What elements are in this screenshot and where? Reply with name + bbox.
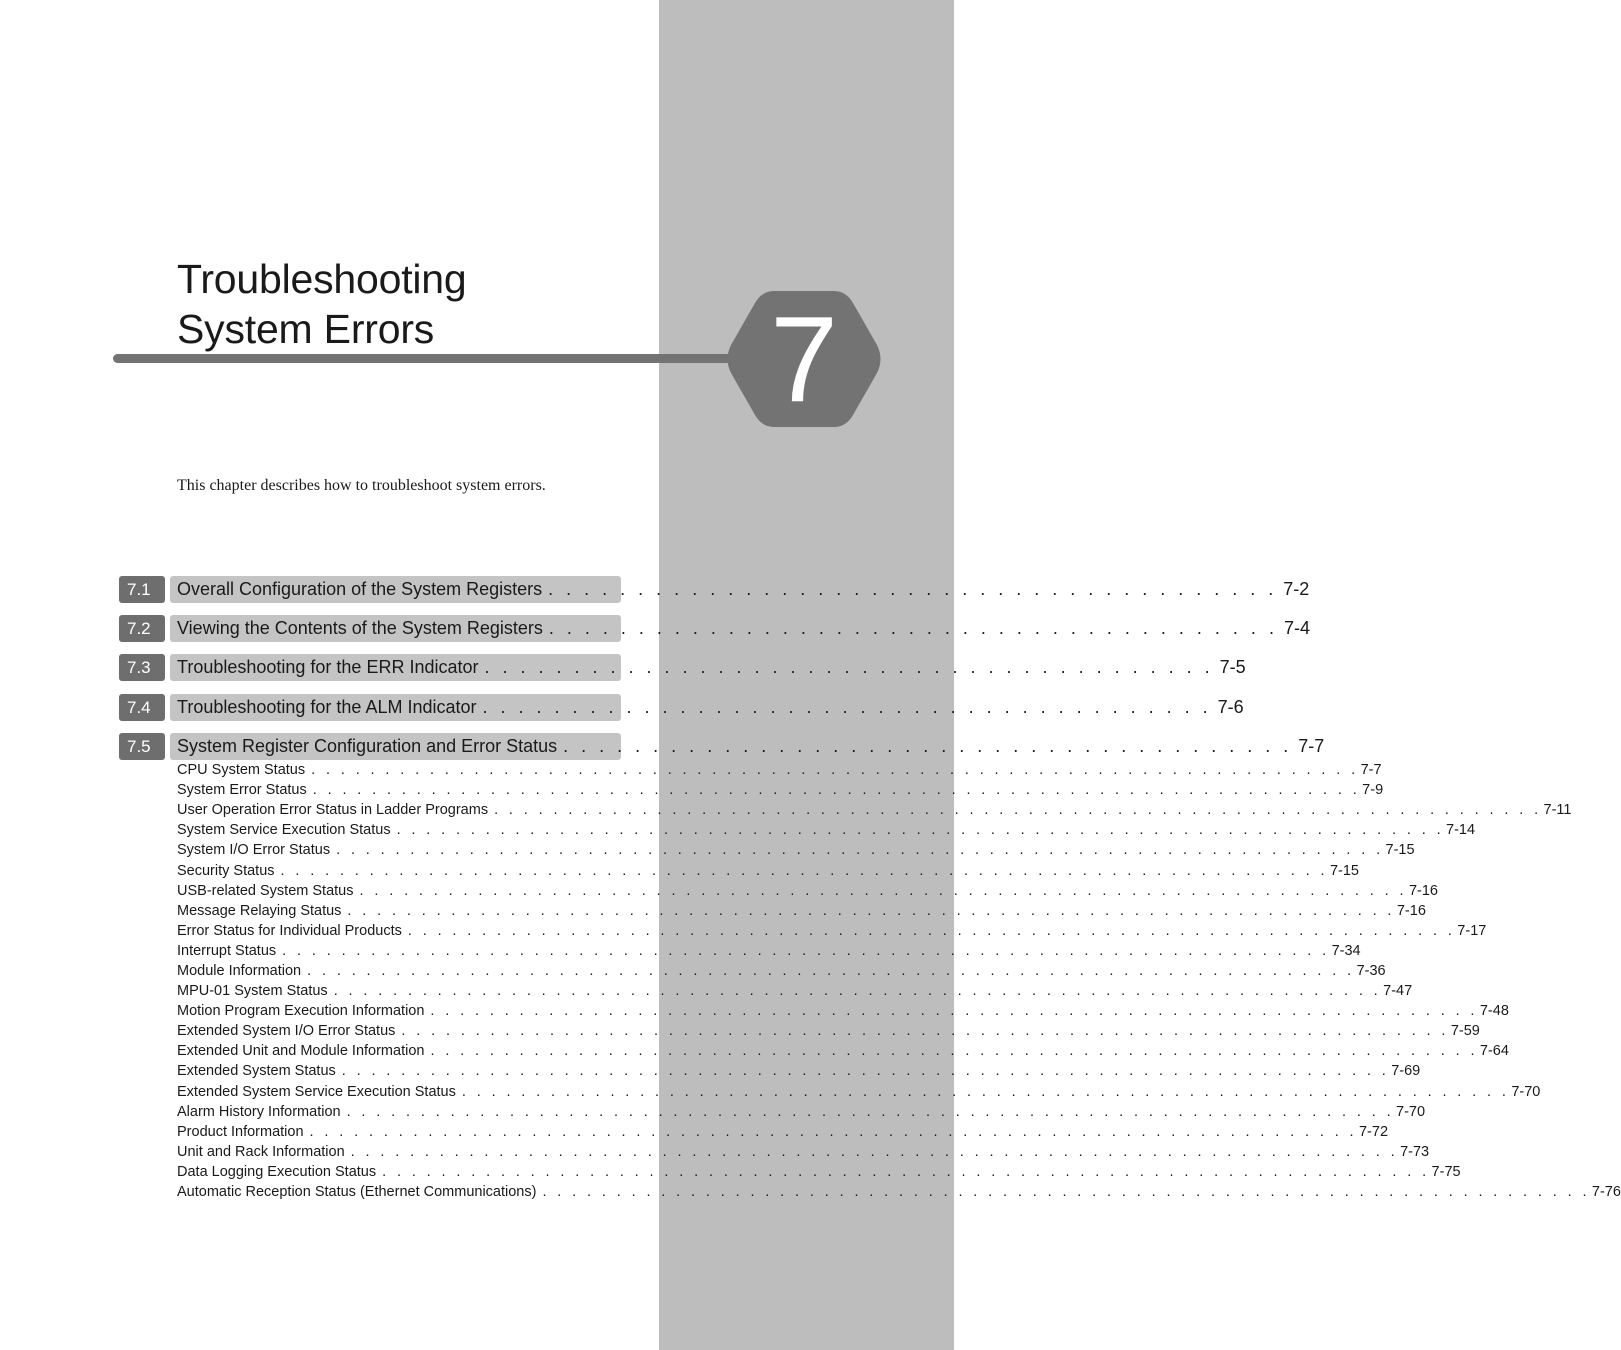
leader-dots: . . . . . . . . . . . . . . . . . . . . . . . . . . . . . . . . . . . . . . . . . <box>482 697 1212 717</box>
leader-dots: . . . . . . . . . . . . . . . . . . . . . . . . . . . . . . . . . . . . . . . . . . . . . . . . . . . . . . . . . . . . . . . . . . . . . . . <box>494 802 1542 819</box>
subsection-page: 7-15 <box>1329 862 1359 879</box>
leader-dots: . . . . . . . . . . . . . . . . . . . . . . . . . . . . . . . . . . . . . . . . . <box>563 736 1293 756</box>
leader-dots: . . . . . . . . . . . . . . . . . . . . . . . . . . . . . . . . . . . . . . . . . . . . . . . . . . . . . . . . . . . . . . . . . . . . . . . <box>347 902 1395 919</box>
subsection-page: 7-64 <box>1479 1043 1509 1060</box>
subsection-page: 7-16 <box>1408 882 1438 899</box>
subsection-page: 7-14 <box>1446 822 1476 839</box>
leader-dots: . . . . . . . . . . . . . . . . . . . . . . . . . . . . . . . . . . . . . . . . . . . . . . . . . . . . . . . . . . . . . . . . . . . . . . . <box>382 1163 1430 1180</box>
subsection-page: 7-11 <box>1543 802 1572 819</box>
leader-dots: . . . . . . . . . . . . . . . . . . . . . . . . . . . . . . . . . . . . . . . . . . . . . . . . . . . . . . . . . . . . . . . . . . . . . . . <box>280 862 1328 879</box>
subsection-title: Alarm History Information <box>177 1103 341 1120</box>
toc-subsection-row[interactable] <box>177 1182 1621 1202</box>
leader-dots: . . . . . . . . . . . . . . . . . . . . . . . . . . . . . . . . . . . . . . . . . . . . . . . . . . . . . . . . . . . . . . . . . . . . . . . <box>311 762 1359 779</box>
section-number: 7.3 <box>119 654 165 681</box>
subsection-title: Interrupt Status <box>177 942 277 959</box>
leader-dots: . . . . . . . . . . . . . . . . . . . . . . . . . . . . . . . . . . . . . . . . . <box>548 618 1278 638</box>
toc-section-row[interactable] <box>119 654 1246 681</box>
toc-subsection-row[interactable] <box>177 1001 1509 1021</box>
toc-subsection-row[interactable] <box>177 941 1361 961</box>
toc-subsection-row[interactable] <box>177 921 1487 941</box>
subsection-title: USB-related System Status <box>177 882 354 899</box>
subsection-title: Automatic Reception Status (Ethernet Communications) <box>177 1184 537 1201</box>
section-page: 7-7 <box>1298 736 1325 756</box>
subsection-title: Extended Unit and Module Information <box>177 1043 425 1060</box>
toc-subsection-row[interactable] <box>177 1061 1421 1081</box>
subsection-title: MPU-01 System Status <box>177 983 328 1000</box>
subsection-title: CPU System Status <box>177 762 306 779</box>
toc-subsection-row[interactable] <box>177 981 1413 1001</box>
section-title: Viewing the Contents of the System Registers <box>177 618 543 638</box>
subsection-title: User Operation Error Status in Ladder Programs <box>177 802 489 819</box>
section-page: 7-6 <box>1217 697 1244 717</box>
subsection-title: Extended System Status <box>177 1063 336 1080</box>
subsection-title: System Error Status <box>177 782 307 799</box>
section-title: System Register Configuration and Error Status <box>177 736 558 756</box>
subsection-page: 7-59 <box>1450 1023 1480 1040</box>
section-title-bar <box>170 615 1310 642</box>
section-page: 7-2 <box>1283 579 1310 599</box>
toc-subsection-row[interactable] <box>177 1122 1389 1142</box>
leader-dots: . . . . . . . . . . . . . . . . . . . . . . . . . . . . . . . . . . . . . . . . . . . . . . . . . . . . . . . . . . . . . . . . . . . . . . . <box>309 1123 1357 1140</box>
toc-subsection-row[interactable] <box>177 961 1386 981</box>
leader-dots: . . . . . . . . . . . . . . . . . . . . . . . . . . . . . . . . . . . . . . . . . . . . . . . . . . . . . . . . . . . . . . . . . . . . . . . <box>430 1043 1478 1060</box>
subsection-page: 7-76 <box>1591 1184 1621 1201</box>
subsection-page: 7-17 <box>1457 922 1487 939</box>
leader-dots: . . . . . . . . . . . . . . . . . . . . . . . . . . . . . . . . . . . . . . . . . . . . . . . . . . . . . . . . . . . . . . . . . . . . . . . <box>542 1184 1590 1201</box>
leader-dots: . . . . . . . . . . . . . . . . . . . . . . . . . . . . . . . . . . . . . . . . . . . . . . . . . . . . . . . . . . . . . . . . . . . . . . . <box>401 1023 1449 1040</box>
subsection-title: System I/O Error Status <box>177 842 331 859</box>
subsection-page: 7-34 <box>1331 942 1361 959</box>
leader-dots: . . . . . . . . . . . . . . . . . . . . . . . . . . . . . . . . . . . . . . . . . . . . . . . . . . . . . . . . . . . . . . . . . . . . . . . <box>333 983 1382 1000</box>
subsection-page: 7-7 <box>1360 762 1382 779</box>
toc-subsection-row[interactable] <box>177 1021 1480 1041</box>
section-title: Troubleshooting for the ERR Indicator <box>177 657 479 677</box>
section-number: 7.1 <box>119 576 165 603</box>
toc-subsection-row[interactable] <box>177 840 1415 860</box>
subsection-page: 7-16 <box>1396 902 1426 919</box>
toc-subsection-row[interactable] <box>177 860 1359 880</box>
subsection-page: 7-69 <box>1391 1063 1421 1080</box>
chapter-intro: This chapter describes how to troubleshoot system errors. <box>177 477 546 494</box>
toc-subsection-row[interactable] <box>177 780 1384 800</box>
toc-subsection-row[interactable] <box>177 820 1476 840</box>
subsection-page: 7-72 <box>1358 1123 1389 1140</box>
section-title-bar <box>170 654 1246 681</box>
toc-section-row[interactable] <box>119 615 1310 642</box>
toc-subsection-row[interactable] <box>177 760 1382 780</box>
toc-subsection-row[interactable] <box>177 881 1438 901</box>
section-number: 7.5 <box>119 733 165 760</box>
subsection-title: Product Information <box>177 1123 304 1140</box>
chapter-number-badge <box>726 289 882 429</box>
section-number: 7.2 <box>119 615 165 642</box>
section-title-bar <box>170 694 1244 721</box>
subsection-page: 7-47 <box>1383 983 1413 1000</box>
toc-section-row[interactable] <box>119 733 1325 760</box>
subsection-title: Unit and Rack Information <box>177 1143 345 1160</box>
subsection-title: Extended System I/O Error Status <box>177 1023 396 1040</box>
leader-dots: . . . . . . . . . . . . . . . . . . . . . . . . . . . . . . . . . . . . . . . . . . . . . . . . . . . . . . . . . . . . . . . . . . . . . . . <box>430 1003 1478 1020</box>
subsection-title: Error Status for Individual Products <box>177 922 402 939</box>
toc-subsection-row[interactable] <box>177 1041 1509 1061</box>
leader-dots: . . . . . . . . . . . . . . . . . . . . . . . . . . . . . . . . . . . . . . . . . . . . . . . . . . . . . . . . . . . . . . . . . . . . . . . <box>282 942 1330 959</box>
subsection-list <box>177 760 1621 1202</box>
subsection-title: System Service Execution Status <box>177 822 391 839</box>
subsection-page: 7-15 <box>1385 842 1415 859</box>
section-title-bar <box>170 576 1310 603</box>
leader-dots: . . . . . . . . . . . . . . . . . . . . . . . . . . . . . . . . . . . . . . . . . . . . . . . . . . . . . . . . . . . . . . . . . . . . . . . <box>407 922 1456 939</box>
chapter-title-line-1: Troubleshooting <box>177 256 467 302</box>
section-title: Overall Configuration of the System Registers <box>177 579 543 599</box>
leader-dots: . . . . . . . . . . . . . . . . . . . . . . . . . . . . . . . . . . . . . . . . . . . . . . . . . . . . . . . . . . . . . . . . . . . . . . . <box>396 822 1445 839</box>
section-number: 7.4 <box>119 694 165 721</box>
subsection-page: 7-48 <box>1479 1003 1509 1020</box>
leader-dots: . . . . . . . . . . . . . . . . . . . . . . . . . . . . . . . . . . . . . . . . . . . . . . . . . . . . . . . . . . . . . . . . . . . . . . . <box>307 962 1355 979</box>
section-title: Troubleshooting for the ALM Indicator <box>177 697 477 717</box>
leader-dots: . . . . . . . . . . . . . . . . . . . . . . . . . . . . . . . . . . . . . . . . . <box>484 657 1214 677</box>
leader-dots: . . . . . . . . . . . . . . . . . . . . . . . . . . . . . . . . . . . . . . . . . . . . . . . . . . . . . . . . . . . . . . . . . . . . . . . <box>359 882 1407 899</box>
leader-dots: . . . . . . . . . . . . . . . . . . . . . . . . . . . . . . . . . . . . . . . . . <box>548 579 1278 599</box>
subsection-title: Message Relaying Status <box>177 902 342 919</box>
subsection-title: Extended System Service Execution Status <box>177 1083 456 1100</box>
toc-subsection-row[interactable] <box>177 1102 1426 1122</box>
subsection-title: Module Information <box>177 962 302 979</box>
subsection-page: 7-73 <box>1400 1143 1430 1160</box>
subsection-page: 7-36 <box>1356 962 1386 979</box>
leader-dots: . . . . . . . . . . . . . . . . . . . . . . . . . . . . . . . . . . . . . . . . . . . . . . . . . . . . . . . . . . . . . . . . . . . . . . . <box>346 1103 1395 1120</box>
leader-dots: . . . . . . . . . . . . . . . . . . . . . . . . . . . . . . . . . . . . . . . . . . . . . . . . . . . . . . . . . . . . . . . . . . . . . . . <box>461 1083 1510 1100</box>
toc-section-row[interactable] <box>119 694 1244 721</box>
chapter-title <box>177 254 467 354</box>
subsection-page: 7-70 <box>1511 1083 1541 1100</box>
subsection-title: Data Logging Execution Status <box>177 1163 377 1180</box>
leader-dots: . . . . . . . . . . . . . . . . . . . . . . . . . . . . . . . . . . . . . . . . . . . . . . . . . . . . . . . . . . . . . . . . . . . . . . . <box>312 782 1361 799</box>
leader-dots: . . . . . . . . . . . . . . . . . . . . . . . . . . . . . . . . . . . . . . . . . . . . . . . . . . . . . . . . . . . . . . . . . . . . . . . <box>350 1143 1399 1160</box>
section-page: 7-4 <box>1283 618 1310 638</box>
leader-dots: . . . . . . . . . . . . . . . . . . . . . . . . . . . . . . . . . . . . . . . . . . . . . . . . . . . . . . . . . . . . . . . . . . . . . . . <box>336 842 1384 859</box>
title-rule <box>113 354 763 363</box>
subsection-page: 7-9 <box>1362 782 1384 799</box>
subsection-title: Motion Program Execution Information <box>177 1003 425 1020</box>
toc-subsection-row[interactable] <box>177 1162 1461 1182</box>
toc-section-row[interactable] <box>119 576 1310 603</box>
subsection-page: 7-70 <box>1396 1103 1426 1120</box>
leader-dots: . . . . . . . . . . . . . . . . . . . . . . . . . . . . . . . . . . . . . . . . . . . . . . . . . . . . . . . . . . . . . . . . . . . . . . . <box>341 1063 1390 1080</box>
chapter-title-line-2: System Errors <box>177 306 435 352</box>
subsection-page: 7-75 <box>1431 1163 1461 1180</box>
toc-subsection-row[interactable] <box>177 800 1572 820</box>
section-title-bar <box>170 733 1325 760</box>
toc-subsection-row[interactable] <box>177 1082 1541 1102</box>
toc-subsection-row[interactable] <box>177 1142 1430 1162</box>
section-page: 7-5 <box>1219 657 1246 677</box>
toc-subsection-row[interactable] <box>177 901 1426 921</box>
subsection-title: Security Status <box>177 862 275 879</box>
chapter-number: 7 <box>770 291 838 427</box>
